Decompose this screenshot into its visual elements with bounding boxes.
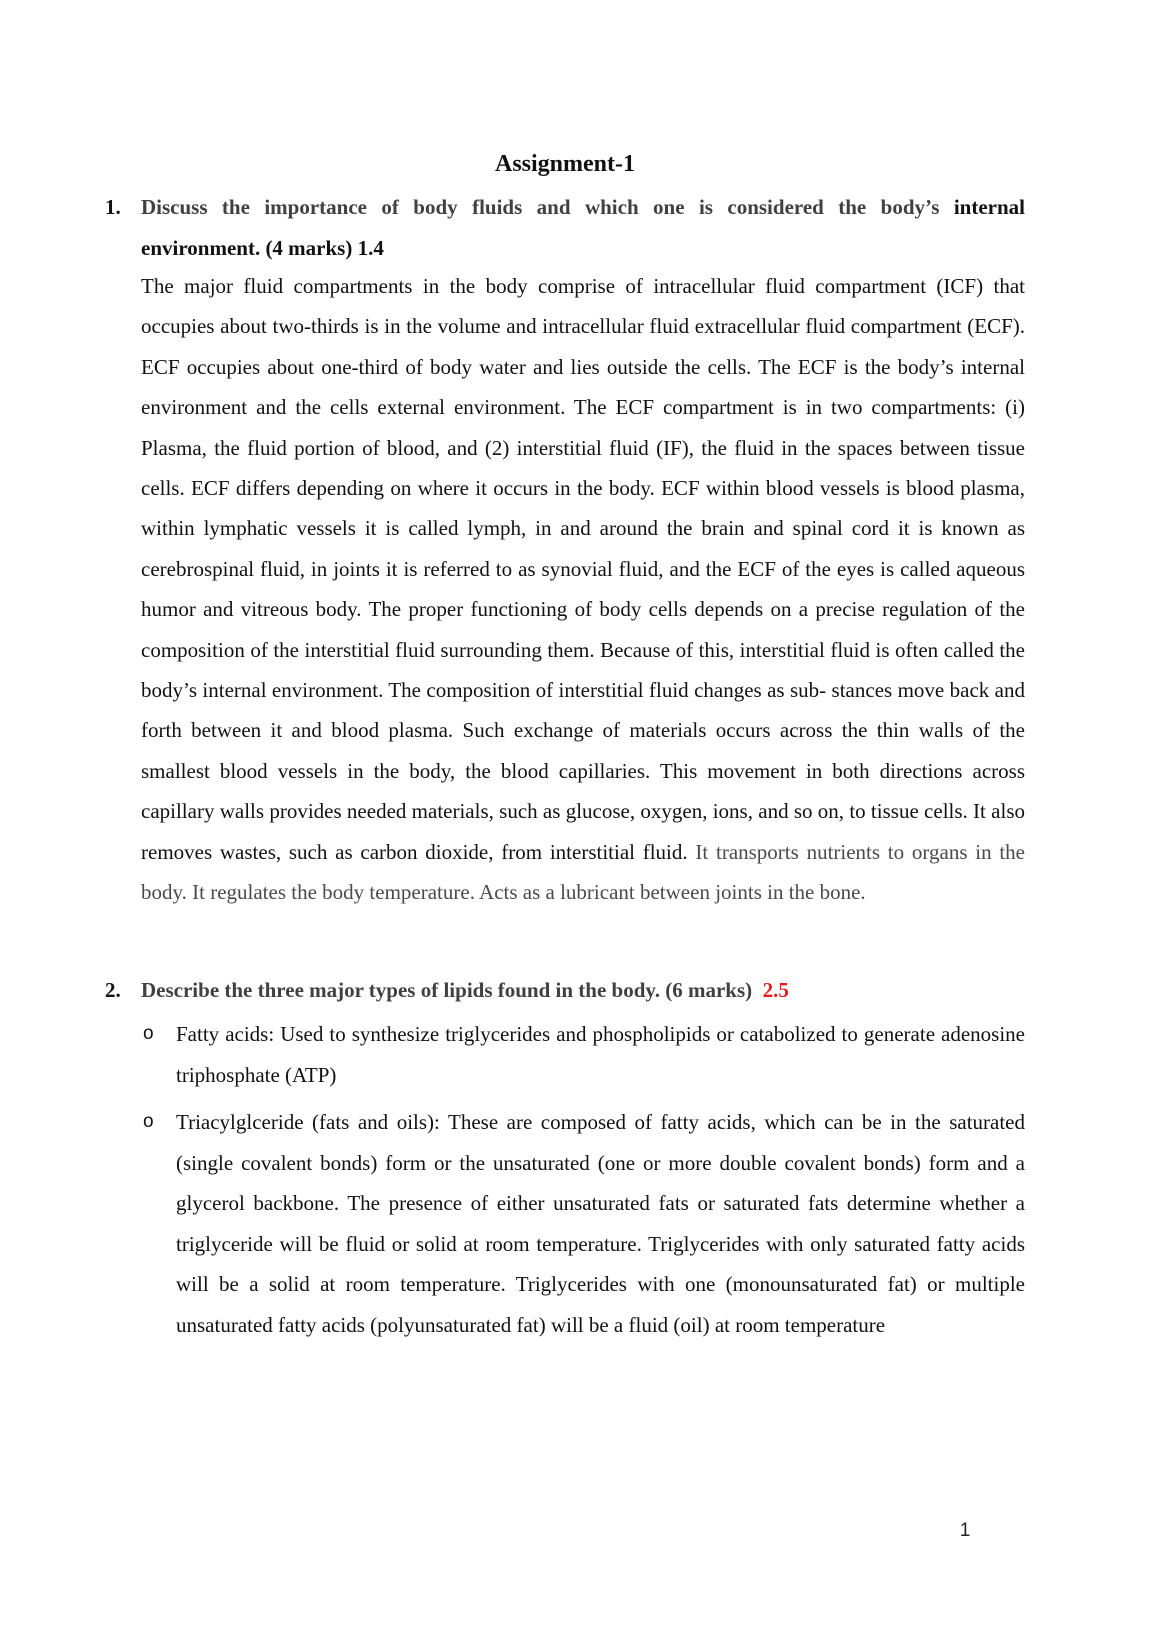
question-1-answer-main: The major fluid compartments in the body comprise of intracellular fluid compartment (ICF) that occupies about two-thirds is in the volume and intracellular fluid extracellular fluid compartment (ECF). ECF occupies about one-third of body water and lies outside the cells. The ECF is the body’s internal environment and the cells external environment. The ECF compartment is in two compartments: (i) Plasma, the fluid portion of blood, and (2) interstitial fluid (IF), the fluid in the spaces between tissue cells. ECF differs depending on where it occurs in the body. ECF within blood vessels is blood plasma, within lymphatic vessels it is called lymph, in and around the brain and spinal cord it is known as cerebrospinal fluid, in joints it is referred to as synovial fluid, and the ECF of the eyes is called aqueous humor and vitreous body. The proper functioning of body cells depends on a precise regulation of the composition of the interstitial fluid surrounding them. Because of this, interstitial fluid is often called the body’s internal environment. The composition of interstitial fluid changes as sub- stances move back and forth between it and blood plasma. Such exchange of materials occurs across the thin walls of the smallest blood vessels in the body, the blood capillaries. This movement in both directions across capillary walls provides needed materials, such as glucose, oxygen, ions, and so on, to tissue cells. It also removes wastes, such as carbon dioxide, from interstitial fluid. (141, 274, 1025, 864)
question-2-score: 2.5 (762, 978, 789, 1002)
document-title: Assignment-1 (494, 151, 635, 177)
question-1-text-part-b: internal environment. (4 marks) 1.4 (141, 195, 1025, 260)
question-2-text (141, 970, 1025, 1011)
question-1-text (141, 187, 1025, 268)
question-1-number: 1. (105, 195, 121, 219)
question-2-text-part-a: Describe the three major types of lipids found in the body. (6 marks) (141, 978, 753, 1002)
question-2 (105, 970, 1025, 1011)
question-2-number: 2. (105, 978, 121, 1002)
page-number: 1 (959, 1520, 971, 1541)
lipid-bullet-2 (141, 1102, 1025, 1345)
question-1 (105, 187, 1025, 268)
question-1-answer (141, 266, 1025, 913)
lipid-bullet-1-text: Fatty acids: Used to synthesize triglycerides and phospholipids or catabolized to generate adenosine triphosphate (ATP) (176, 1022, 1025, 1087)
lipid-bullet-2-text: Triacylglceride (fats and oils): These are composed of fatty acids, which can be in the saturated (single covalent bonds) form or the unsaturated (one or more double covalent bonds) form and a glycerol backbone. The presence of either unsaturated fats or saturated fats determine whether a triglyceride will be fluid or solid at room temperature. Triglycerides with only saturated fatty acids will be a solid at room temperature. Triglycerides with one (monounsaturated fat) or multiple unsaturated fatty acids (polyunsaturated fat) will be a fluid (oil) at room temperature (176, 1110, 1025, 1337)
bullet-marker: o (143, 1023, 154, 1044)
question-1-text-part-a: Discuss the importance of body fluids and which one is considered the body’s (141, 195, 954, 219)
bullet-marker: o (143, 1111, 154, 1132)
lipid-bullet-1 (141, 1014, 1025, 1095)
question-1-answer-extra: It transports nutrients to organs in the body. It regulates the body temperature. Acts as a lubricant between joints in the bone. (141, 839, 1025, 905)
